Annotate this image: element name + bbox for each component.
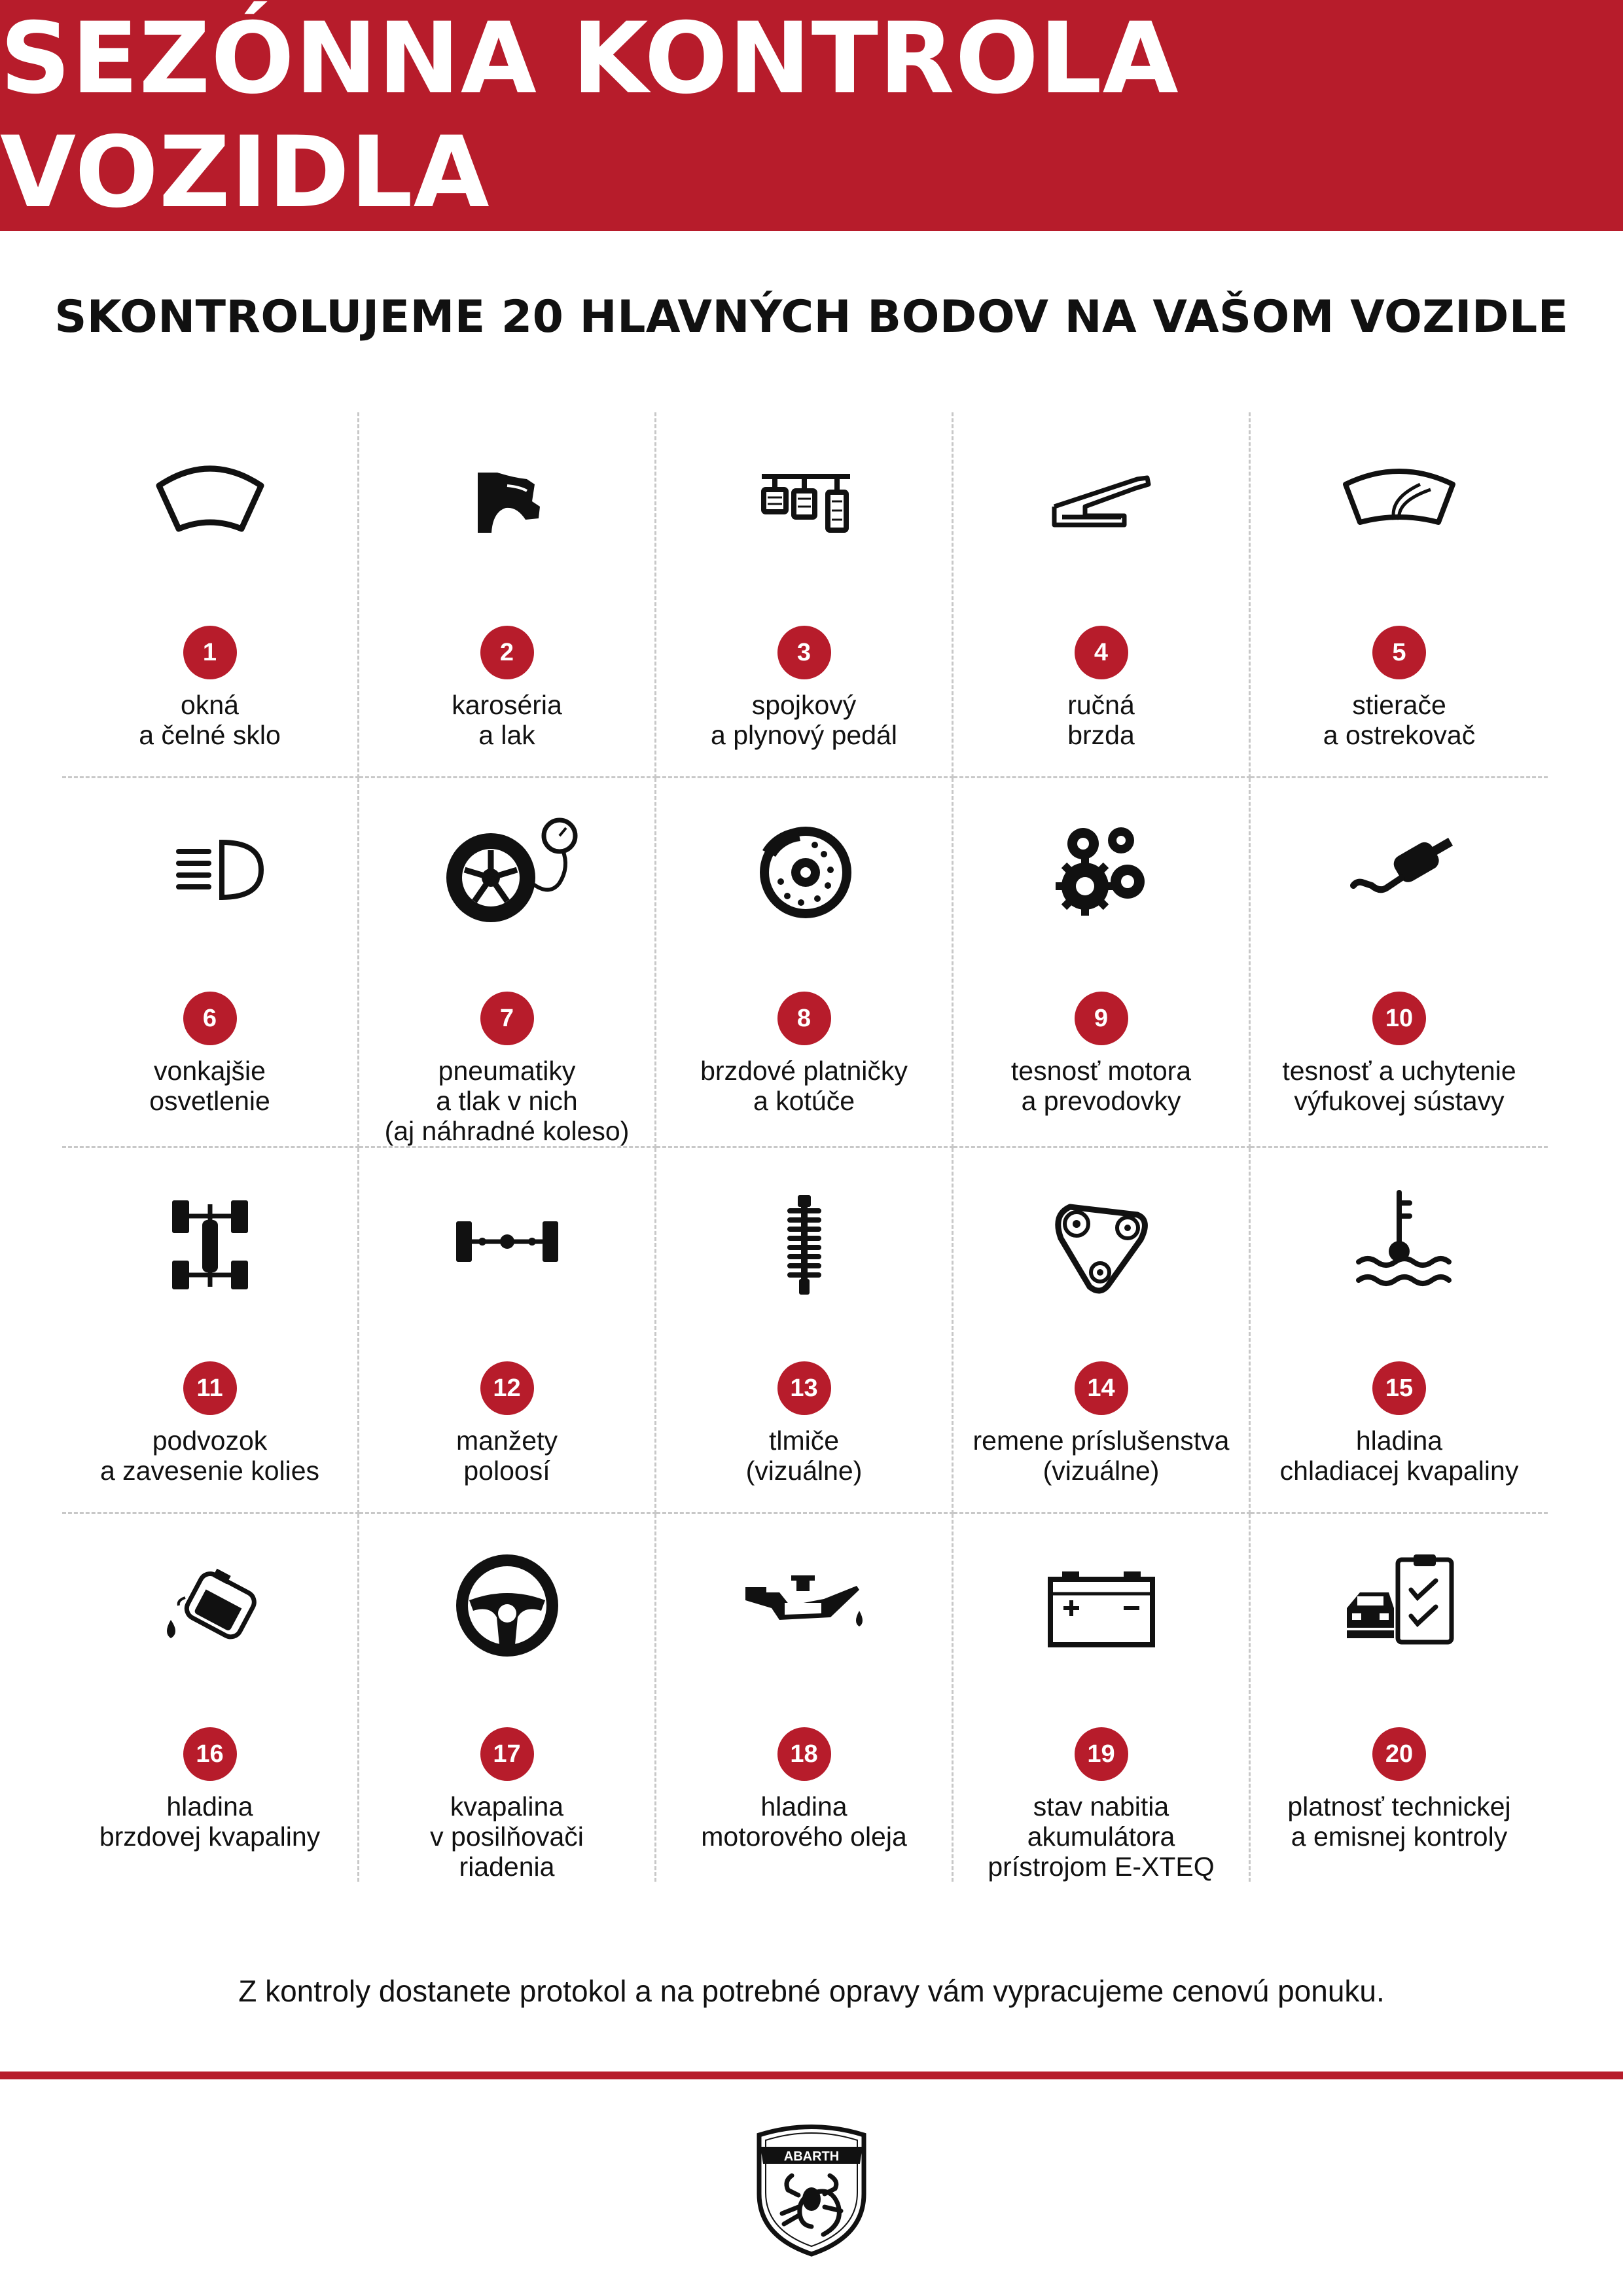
chassis-icon [132,1174,289,1305]
item-label-line: a prevodovky [1021,1086,1181,1116]
steering-wheel-icon [429,1540,586,1671]
checklist-item [954,1148,1251,1514]
checklist-item [62,778,359,1148]
checklist-item [359,1148,656,1514]
checklist-item [954,1514,1251,1882]
item-number-badge: 8 [777,992,831,1045]
item-label-line: spojkový [751,690,857,720]
item-number-badge: 16 [183,1727,237,1781]
item-label-line: vonkajšie [154,1056,266,1086]
item-label [973,1426,1230,1486]
checklist-item [1251,412,1548,778]
item-label [701,1791,907,1852]
footer-divider [0,2072,1623,2079]
item-label-line: hladina [166,1791,253,1821]
headlight-icon [132,804,289,935]
item-label-line: hladina [1355,1426,1443,1456]
item-number-badge: 4 [1075,626,1128,679]
item-number-badge: 11 [183,1361,237,1415]
subtitle: SKONTROLUJEME 20 HLAVNÝCH BODOV NA VAŠOM VOZIDLE [54,291,1569,343]
item-label-line: poloosí [463,1456,550,1486]
item-label-line: tesnosť motora [1010,1056,1192,1086]
shock-absorber-icon [726,1174,883,1305]
item-label [700,1056,908,1116]
checklist-grid [62,412,1548,1882]
oil-can-icon [726,1540,883,1671]
item-label [139,690,281,750]
item-number-badge: 10 [1372,992,1426,1045]
checklist-item [1251,778,1548,1148]
gears-icon [1023,804,1180,935]
item-label-line: brzdovej kvapaliny [99,1821,321,1852]
checklist-item [62,412,359,778]
item-label-line: a čelné sklo [139,720,281,750]
item-label-line: platnosť technickej [1287,1791,1511,1821]
item-label [1067,690,1135,750]
item-label-line: a tlak v nich [436,1086,578,1116]
item-label-line: okná [181,690,239,720]
item-label [711,690,897,750]
item-number-badge: 17 [480,1727,534,1781]
item-label-line: a emisnej kontroly [1291,1821,1508,1852]
checklist-item [656,1148,954,1514]
axle-icon [429,1174,586,1305]
item-label-line: riadenia [459,1852,555,1882]
item-label [456,1426,558,1486]
item-number-badge: 9 [1075,992,1128,1045]
handbrake-icon [1023,439,1180,569]
checklist-item [954,412,1251,778]
item-label-line: a plynový pedál [711,720,897,750]
item-label-line: ručná [1067,690,1135,720]
item-number-badge: 2 [480,626,534,679]
item-label-line: a kotúče [753,1086,855,1116]
brake-disc-icon [726,804,883,935]
item-label [1011,1056,1191,1116]
item-number-badge: 20 [1372,1727,1426,1781]
item-label-line: a lak [478,720,535,750]
item-label [452,690,562,750]
item-label-line: a zavesenie kolies [99,1456,320,1486]
checklist-item [656,1514,954,1882]
item-label-line: kvapalina [450,1791,564,1821]
item-label-line: (vizuálne) [1043,1456,1160,1486]
belt-icon [1023,1174,1180,1305]
item-label-line: stierače [1352,690,1446,720]
item-label-line: výfukovej sústavy [1294,1086,1505,1116]
item-label-line: prístrojom E-XTEQ [988,1852,1215,1882]
item-label [430,1791,584,1882]
checklist-item [359,1514,656,1882]
checklist-item [1251,1148,1548,1514]
item-label-line: podvozok [152,1426,268,1456]
title-banner [0,0,1623,231]
checklist-item [656,412,954,778]
item-number-badge: 5 [1372,626,1426,679]
item-number-badge: 7 [480,992,534,1045]
checklist-item [62,1148,359,1514]
item-label-line: a ostrekovač [1323,720,1476,750]
item-label-line: (aj náhradné koleso) [384,1116,630,1146]
item-number-badge: 3 [777,626,831,679]
checklist-item [954,778,1251,1148]
windshield-icon [132,439,289,569]
item-label-line: hladina [760,1791,847,1821]
item-label [99,1791,320,1852]
abarth-scorpion-logo-icon [746,2115,877,2259]
car-body-panel-icon [429,439,586,569]
footer-note: Z kontroly dostanete protokol a na potrebné opravy vám vypracujeme cenovú ponuku. [238,1974,1385,2008]
item-label-line: osvetlenie [149,1086,270,1116]
item-label-line: akumulátora [1027,1821,1175,1852]
item-label [100,1426,319,1486]
brake-fluid-icon [132,1540,289,1671]
checklist-item [359,412,656,778]
item-label-line: motorového oleja [701,1821,907,1852]
item-label-line: brzda [1067,720,1135,750]
item-number-badge: 12 [480,1361,534,1415]
item-label-line: brzdové platničky [700,1056,908,1086]
pedals-icon [726,439,883,569]
item-label-line: karoséria [452,690,562,720]
item-label [385,1056,630,1146]
item-label-line: manžety [456,1426,558,1456]
item-number-badge: 18 [777,1727,831,1781]
item-label-line: v posilňovači [430,1821,584,1852]
tire-pressure-icon [429,804,586,935]
item-label [149,1056,270,1116]
item-label [1282,1056,1516,1116]
wiper-icon [1321,439,1478,569]
page-title: SEZÓNNA KONTROLA VOZIDLA [0,1,1179,230]
item-number-badge: 6 [183,992,237,1045]
battery-icon [1023,1540,1180,1671]
checklist-item [1251,1514,1548,1882]
item-label-line: (vizuálne) [745,1456,863,1486]
item-label-line: remene príslušenstva [972,1426,1230,1456]
checklist-item [359,778,656,1148]
checklist-item [62,1514,359,1882]
item-label [1323,690,1475,750]
item-number-badge: 14 [1075,1361,1128,1415]
item-label-line: pneumatiky [438,1056,576,1086]
item-label-line: stav nabitia [1033,1791,1169,1821]
logo-text: ABARTH [783,2149,840,2164]
exhaust-icon [1321,804,1478,935]
item-label-line: tesnosť a uchytenie [1282,1056,1516,1086]
item-label [1287,1791,1510,1852]
item-number-badge: 1 [183,626,237,679]
item-label [988,1791,1214,1882]
item-label [1280,1426,1519,1486]
item-number-badge: 15 [1372,1361,1426,1415]
item-label [746,1426,863,1486]
item-label-line: tlmiče [768,1426,840,1456]
item-number-badge: 13 [777,1361,831,1415]
item-label-line: chladiacej kvapaliny [1279,1456,1519,1486]
inspection-checklist-icon [1321,1540,1478,1671]
coolant-icon [1321,1174,1478,1305]
checklist-item [656,778,954,1148]
item-number-badge: 19 [1075,1727,1128,1781]
